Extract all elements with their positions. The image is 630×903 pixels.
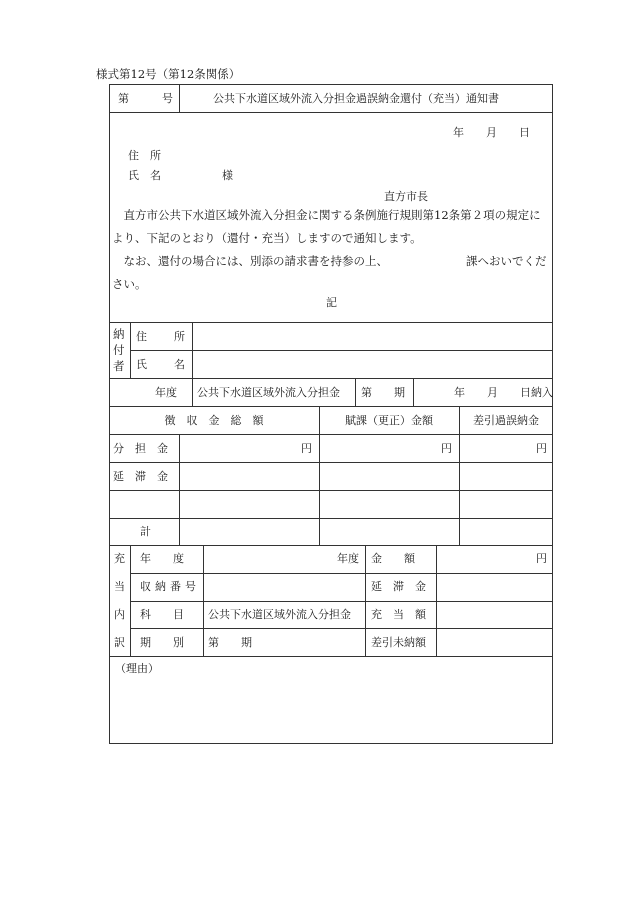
issuer: 直方市長 [384,190,428,203]
divider [130,350,553,351]
payer-name-label: 氏 名 [136,358,193,371]
divider [192,378,193,406]
allocation-late-fee-label: 延 滞 金 [371,580,426,593]
notice-paragraph-2 [112,250,550,296]
divider [109,490,553,491]
year-category: 公共下水道区域外流入分担金 [197,386,340,399]
divider [109,545,553,546]
recipient-name-label: 氏 名 [128,169,161,182]
notice-paragraph-2-part1: なお、還付の場合には、別添の請求書を持参の上、 [123,254,388,268]
amount-header-assessed: 賦課（更正）金額 [345,414,433,427]
reason-label: （理由） [115,662,159,675]
row-label-contribution: 分 担 金 [113,442,168,455]
yen-unit: 円 [441,442,452,455]
number-label: 第 号 [118,92,173,105]
allocation-period-value: 第 期 [208,636,252,649]
divider [365,545,366,656]
divider [109,378,553,379]
divider [130,322,131,378]
divider [179,84,180,112]
divider [355,378,356,406]
payer-group-label: 納付者 [113,327,125,373]
recipient-address-label: 住 所 [128,149,161,162]
recipient-honorific: 様 [222,169,233,182]
divider [130,573,553,574]
form-id: 様式第12号（第12条関係） [96,67,241,81]
divider [109,322,553,323]
divider [109,434,553,435]
amount-header-total: 徴 収 金 総 額 [164,414,264,427]
allocation-year-label: 年 度 [140,552,184,565]
divider [130,545,131,656]
allocation-side-label: 充 [114,552,125,565]
payer-address-label: 住 所 [136,330,193,343]
amount-header-overpaid: 差引過誤納金 [473,414,539,427]
divider [109,518,553,519]
notice-paragraph-2-part2: 課へおいでください。 [112,254,547,291]
allocation-unpaid-label: 差引未納額 [371,636,426,649]
allocation-amount-label: 金 額 [371,552,415,565]
divider [109,112,553,113]
divider [130,628,553,629]
yen-unit: 円 [536,552,547,565]
divider [109,462,553,463]
period-label: 第 期 [361,386,405,399]
allocation-side-label: 内 [114,608,125,621]
allocation-year-value: 年度 [337,552,359,565]
allocation-applied-label: 充 当 額 [371,608,426,621]
allocation-subject-value: 公共下水道区域外流入分担金 [208,608,351,621]
yen-unit: 円 [301,442,312,455]
divider [109,406,553,407]
yen-unit: 円 [536,442,547,455]
ki-label: 記 [326,296,337,309]
allocation-side-label: 当 [114,580,125,593]
allocation-subject-label: 科 目 [140,608,184,621]
fiscal-year-label: 年度 [155,386,177,399]
allocation-receipt-label: 収納番号 [140,580,200,593]
row-label-late-fee: 延 滞 金 [113,470,168,483]
divider [109,656,553,657]
divider [130,601,553,602]
allocation-side-label: 訳 [114,636,125,649]
allocation-period-label: 期 別 [140,636,184,649]
date-line: 年 月 日 [453,126,530,139]
divider [413,378,414,406]
form-title: 公共下水道区域外流入分担金過誤納金還付（充当）通知書 [213,92,499,105]
row-label-total: 計 [140,525,151,538]
notice-paragraph-1: 直方市公共下水道区域外流入分担金に関する条例施行規則第12条第２項の規定により、下記のとおり（還付・充当）しますので通知します。 [112,208,541,245]
payment-date-label: 年 月 日納入 [454,386,553,399]
